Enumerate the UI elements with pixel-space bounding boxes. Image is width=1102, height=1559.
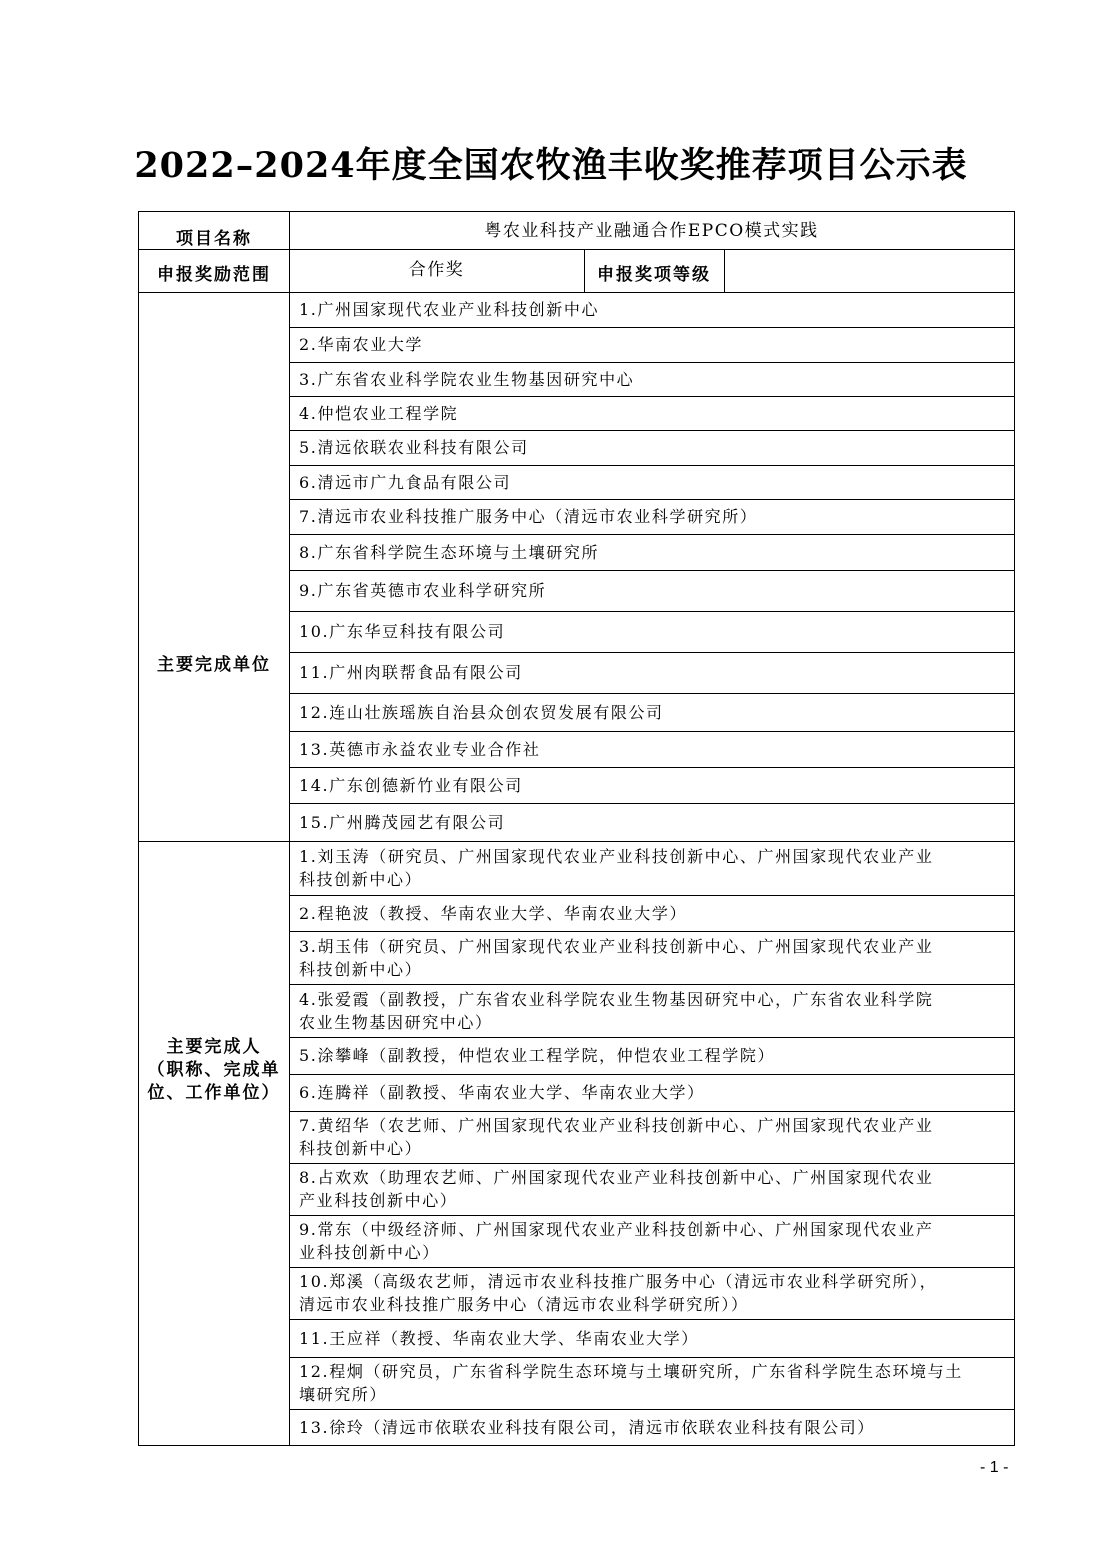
person-item-line2: 科技创新中心） <box>299 1139 423 1158</box>
unit-item <box>299 499 1008 534</box>
person-item-line2: 科技创新中心） <box>299 870 423 889</box>
section-divider <box>139 841 1014 842</box>
unit-row-divider <box>289 499 1014 500</box>
award-scope-label: 申报奖励范围 <box>157 265 271 285</box>
project-name-row <box>139 212 1014 249</box>
unit-item-text: 11.广州肉联帮食品有限公司 <box>299 663 523 682</box>
person-row-divider <box>289 1037 1014 1038</box>
person-row-divider <box>289 1215 1014 1216</box>
unit-item <box>299 570 1008 611</box>
person-item-line1: 11.王应祥（教授、华南农业大学、华南农业大学） <box>299 1328 699 1348</box>
person-item-line1: 9.常东（中级经济师、广州国家现代农业产业科技创新中心、广州国家现代农业产 <box>299 1220 934 1239</box>
person-item <box>299 1074 1008 1111</box>
unit-item <box>299 611 1008 652</box>
grade-divider-left <box>584 249 585 292</box>
unit-row-divider <box>289 465 1014 466</box>
unit-item-text: 5.清远依联农业科技有限公司 <box>299 438 529 457</box>
project-name-label: 项目名称 <box>176 229 252 249</box>
person-item <box>299 1319 1008 1357</box>
person-item-line1: 1.刘玉涛（研究员、广州国家现代农业产业科技创新中心、广州国家现代农业产业 <box>299 847 934 866</box>
person-item <box>299 984 1008 1037</box>
award-table <box>138 211 1015 1446</box>
project-name-value: 粤农业科技产业融通合作EPCO模式实践 <box>484 221 819 241</box>
award-scope-value: 合作奖 <box>408 260 465 280</box>
unit-item-text: 6.清远市广九食品有限公司 <box>299 472 512 492</box>
unit-item <box>299 396 1008 430</box>
unit-item <box>299 292 1008 327</box>
person-item <box>299 1111 1008 1163</box>
unit-row-divider <box>289 327 1014 328</box>
person-row-divider <box>289 1111 1014 1112</box>
people-label-line1: 主要完成人 <box>166 1037 262 1057</box>
person-item-line2: 农业生物基因研究中心） <box>299 1012 493 1032</box>
unit-item-text: 15.广州腾茂园艺有限公司 <box>299 812 506 832</box>
unit-item-text: 1.广州国家现代农业产业科技创新中心 <box>299 300 600 319</box>
people-label <box>139 1036 289 1105</box>
unit-item <box>299 731 1008 767</box>
people-label-line3: 位、工作单位） <box>147 1083 281 1103</box>
person-item <box>299 895 1008 931</box>
person-item-line1: 3.胡玉伟（研究员、广州国家现代农业产业科技创新中心、广州国家现代农业产业 <box>299 936 934 956</box>
unit-item-text: 14.广东创德新竹业有限公司 <box>299 775 523 795</box>
person-item-line2: 业科技创新中心） <box>299 1243 440 1262</box>
unit-row-divider <box>289 534 1014 535</box>
unit-row-divider <box>289 362 1014 363</box>
units-label: 主要完成单位 <box>157 655 271 675</box>
unit-item <box>299 652 1008 693</box>
person-item <box>299 1357 1008 1409</box>
award-scope-row <box>139 249 1014 292</box>
person-row-divider <box>289 895 1014 896</box>
people-label-line2: （职称、完成单 <box>147 1060 281 1080</box>
person-item <box>299 931 1008 984</box>
person-item-line2: 壤研究所） <box>299 1385 388 1404</box>
person-item-line1: 8.占欢欢（助理农艺师、广州国家现代农业产业科技创新中心、广州国家现代农业 <box>299 1168 934 1187</box>
unit-item <box>299 803 1008 841</box>
unit-row-divider <box>289 570 1014 571</box>
unit-item-text: 2.华南农业大学 <box>299 335 424 354</box>
row-divider <box>139 249 1014 250</box>
unit-item-text: 12.连山壮族瑶族自治县众创农贸发展有限公司 <box>299 702 664 722</box>
person-row-divider <box>289 1074 1014 1075</box>
unit-row-divider <box>289 803 1014 804</box>
person-item-line2: 科技创新中心） <box>299 959 423 979</box>
page-title: 2022–2024年度全国农牧渔丰收奖推荐项目公示表 <box>134 145 968 186</box>
unit-item-text: 10.广东华豆科技有限公司 <box>299 622 506 641</box>
person-item-line1: 10.郑溪（高级农艺师，清远市农业科技推广服务中心（清远市农业科学研究所）， <box>299 1272 938 1291</box>
person-row-divider <box>289 1409 1014 1410</box>
person-item <box>299 1037 1008 1074</box>
unit-item <box>299 430 1008 465</box>
person-item <box>299 1215 1008 1267</box>
unit-row-divider <box>289 611 1014 612</box>
person-item <box>299 1267 1008 1319</box>
unit-row-divider <box>289 430 1014 431</box>
person-item <box>299 1163 1008 1215</box>
award-grade-label: 申报奖项等级 <box>597 265 711 285</box>
award-grade-value <box>724 249 1014 292</box>
unit-item-text: 7.清远市农业科技推广服务中心（清远市农业科学研究所） <box>299 507 758 526</box>
unit-item <box>299 767 1008 803</box>
person-item-line1: 12.程炯（研究员，广东省科学院生态环境与土壤研究所，广东省科学院生态环境与土 <box>299 1362 963 1381</box>
unit-item-text: 4.仲恺农业工程学院 <box>299 403 459 423</box>
person-item <box>299 841 1008 895</box>
unit-row-divider <box>289 652 1014 653</box>
unit-item-text: 3.广东省农业科学院农业生物基因研究中心 <box>299 369 635 389</box>
grade-divider-right <box>724 249 725 292</box>
person-row-divider <box>289 984 1014 985</box>
person-item-line2: 清远市农业科技推广服务中心（清远市农业科学研究所）） <box>299 1295 749 1314</box>
person-item-line1: 7.黄绍华（农艺师、广州国家现代农业产业科技创新中心、广州国家现代农业产业 <box>299 1116 934 1135</box>
unit-item <box>299 693 1008 731</box>
unit-row-divider <box>289 396 1014 397</box>
unit-row-divider <box>289 693 1014 694</box>
unit-item-text: 13.英德市永益农业专业合作社 <box>299 739 541 759</box>
person-item <box>299 1409 1008 1445</box>
unit-item <box>299 465 1008 499</box>
person-row-divider <box>289 931 1014 932</box>
unit-item <box>299 362 1008 396</box>
person-item-line1: 2.程艳波（教授、华南农业大学、华南农业大学） <box>299 903 688 923</box>
unit-item <box>299 534 1008 570</box>
person-item-line2: 产业科技创新中心） <box>299 1191 458 1210</box>
person-row-divider <box>289 1163 1014 1164</box>
person-item-line1: 6.连腾祥（副教授、华南农业大学、华南农业大学） <box>299 1083 705 1102</box>
unit-item-text: 9.广东省英德市农业科学研究所 <box>299 581 547 600</box>
page-number: - 1 - <box>980 1459 1009 1476</box>
row-divider <box>139 292 1014 293</box>
person-item-line1: 5.涂攀峰（副教授，仲恺农业工程学院，仲恺农业工程学院） <box>299 1046 776 1065</box>
unit-item <box>299 327 1008 362</box>
person-row-divider <box>289 1267 1014 1268</box>
person-item-line1: 4.张爱霞（副教授，广东省农业科学院农业生物基因研究中心，广东省农业科学院 <box>299 989 934 1009</box>
unit-item-text: 8.广东省科学院生态环境与土壤研究所 <box>299 542 600 562</box>
unit-row-divider <box>289 731 1014 732</box>
person-row-divider <box>289 1357 1014 1358</box>
unit-row-divider <box>289 767 1014 768</box>
person-row-divider <box>289 1319 1014 1320</box>
person-item-line1: 13.徐玲（清远市依联农业科技有限公司，清远市依联农业科技有限公司） <box>299 1417 875 1437</box>
